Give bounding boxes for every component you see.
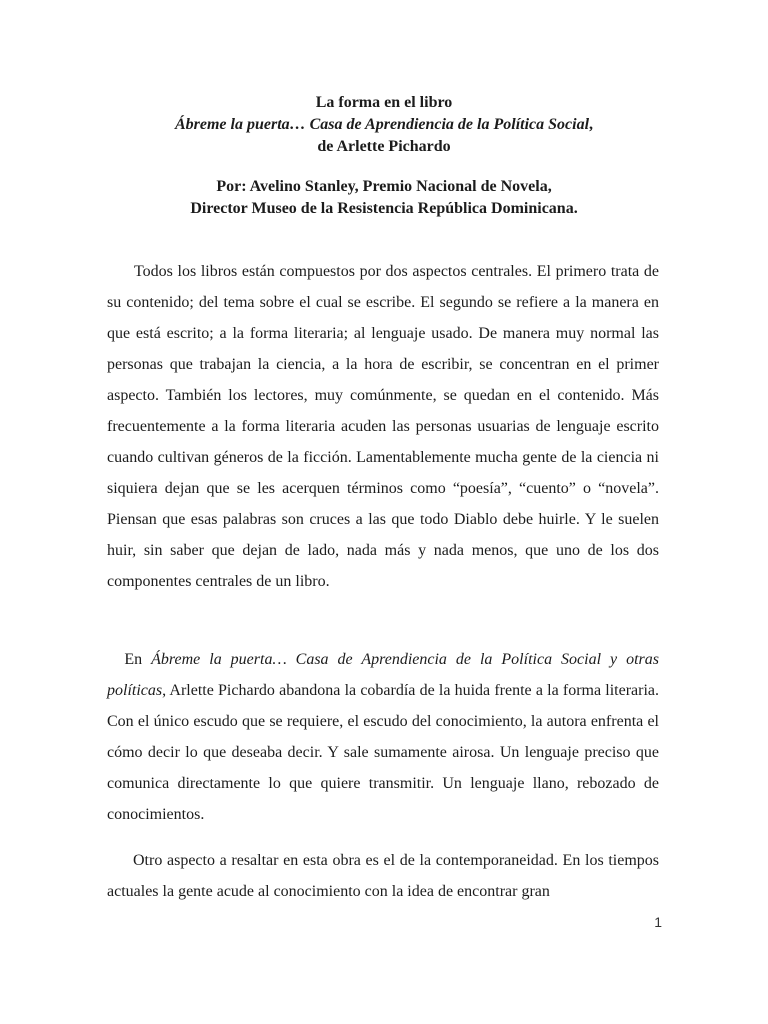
document-title: La forma en el libro xyxy=(315,94,453,111)
book-title-line xyxy=(0,114,768,136)
book-title: Ábreme la puerta… Casa de Aprendiencia de la Política Social xyxy=(174,116,590,133)
byline-role: Director Museo de la Resistencia República Dominicana. xyxy=(190,200,578,217)
paragraph-2 xyxy=(107,644,659,830)
paragraph-1: Todos los libros están compuestos por dos aspectos centrales. El primero trata de su contenido; del tema sobre el cual se escribe. El segundo se refiere a la manera en que está escrito; a la forma literaria; al lenguaje usado. De manera muy normal las personas que trabajan la ciencia, a la hora de escribir, se concentran en el primer aspecto. También los lectores, muy comúnmente, se quedan en el contenido. Más frecuentemente a la forma literaria acuden las personas usuarias de lenguaje escrito cuando cultivan géneros de la ficción. Lamentablemente mucha gente de la ciencia ni siquiera dejan que se les acerquen términos como “poesía”, “cuento” o “novela”. Piensan que esas palabras son cruces a las que todo Diablo debe huirle. Y le suelen huir, sin saber que dejan de lado, nada más y nada menos, que uno de los dos componentes centrales de un libro. xyxy=(107,263,659,590)
paragraph-2-book-title: Ábreme la puerta… Casa de Aprendiencia de la Política Social y otras políticas xyxy=(107,651,659,699)
book-title-comma: , xyxy=(589,116,594,133)
byline-block xyxy=(0,176,768,220)
paragraph-2-rest: , Arlette Pichardo abandona la cobardía de la huida frente a la forma literaria. Con el único escudo que se requiere, el escudo del conocimiento, la autora enfrenta el cómo decir lo que deseaba decir. Y sale sumamente airosa. Un lenguaje preciso que comunica directamente lo que quiere transmitir. Un lenguaje llano, rebozado de conocimientos. xyxy=(107,682,659,823)
paragraph-2-lead: En xyxy=(124,651,143,668)
title-block xyxy=(0,92,768,158)
paragraph-3: Otro aspecto a resaltar en esta obra es el de la contemporaneidad. En los tiempos actuales la gente acude al conocimiento con la idea de encontrar gran xyxy=(107,852,659,900)
book-author: de Arlette Pichardo xyxy=(317,138,451,155)
page-number: 1 xyxy=(654,914,662,930)
byline: Por: Avelino Stanley, Premio Nacional de Novela, xyxy=(216,178,552,195)
